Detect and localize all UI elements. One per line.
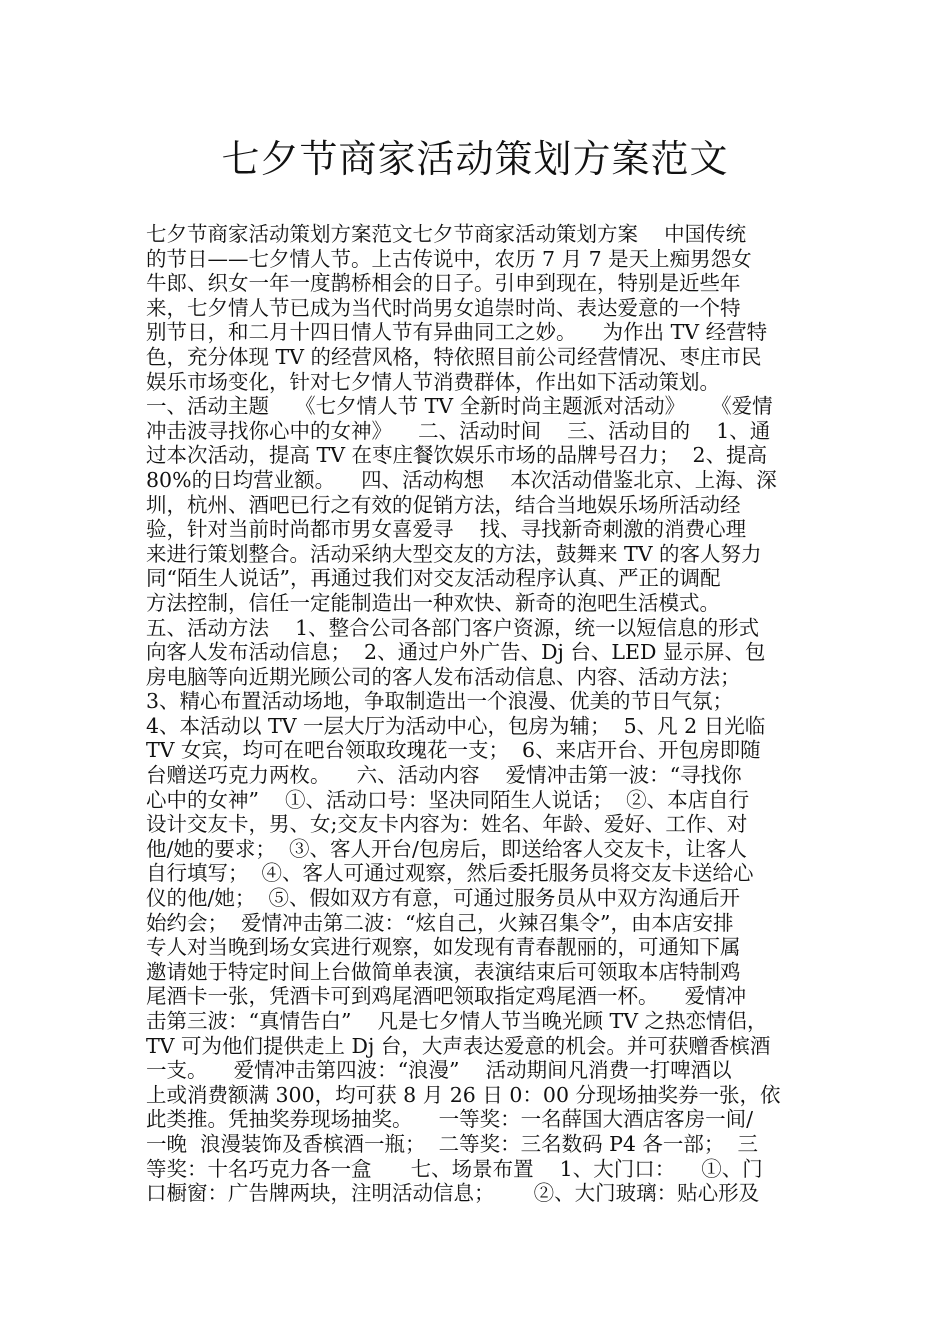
body-line: 牛郎、织女一年一度鹊桥相会的日子。引申到现在，特别是近些年 <box>146 271 741 296</box>
body-line: 过本次活动，提高 TV 在枣庄餐饮娱乐市场的品牌号召力； 2、提高 <box>146 443 768 468</box>
body-line: 自行填写； ④、客人可通过观察，然后委托服务员将交友卡送给心 <box>146 861 754 886</box>
body-line: 他/她的要求； ③、客人开台/包房后，即送给客人交友卡，让客人 <box>146 836 747 861</box>
body-line: 一晚 浪漫装饰及香槟酒一瓶； 二等奖：三名数码 P4 各一部； 三 <box>146 1131 758 1156</box>
body-line: 同“陌生人说话”，再通过我们对交友活动程序认真、严正的调配 <box>146 566 721 591</box>
body-line: 击第三波：“真情告白” 凡是七夕情人节当晚光顾 TV 之热恋情侣， <box>146 1009 768 1033</box>
body-line: 向客人发布活动信息； 2、通过户外广告、Dj 台、LED 显示屏、包 <box>146 640 766 665</box>
body-line: 一支。 爱情冲击第四波：“浪漫” 活动期间凡消费一打啤酒以 <box>146 1058 732 1083</box>
body-line: 房电脑等向近期光顾公司的客人发布活动信息、内容、活动方法； <box>146 664 741 689</box>
document-title: 七夕节商家活动策划方案范文 <box>221 137 729 181</box>
body-line: TV 女宾，均可在吧台领取玫瑰花一支； 6、来店开台、开包房即随 <box>146 738 761 763</box>
body-line: 上或消费额满 300，均可获 8 月 26 日 0：00 分现场抽奖券一张，依 <box>146 1082 781 1107</box>
body-line: 仪的他/她； ⑤、假如双方有意，可通过服务员从中双方沟通后开 <box>146 886 740 911</box>
body-line: 五、活动方法 1、整合公司各部门客户资源，统一以短信息的形式 <box>146 615 760 640</box>
body-line: 此类推。凭抽奖券现场抽奖。 一等奖：一名薛国大酒店客房一间/ <box>146 1107 753 1132</box>
body-line: 4、本活动以 TV 一层大厅为活动中心，包房为辅； 5、凡 2 日光临 <box>146 713 766 738</box>
body-line: 尾酒卡一张，凭酒卡可到鸡尾酒吧领取指定鸡尾酒一杯。 爱情冲 <box>146 984 747 1009</box>
body-line: 色，充分体现 TV 的经营风格，特依照目前公司经营情况、枣庄市民 <box>146 344 762 369</box>
body-line: 80%的日均营业额。 四、活动构想 本次活动借鉴北京、上海、深 <box>146 467 777 492</box>
body-line: 来，七夕情人节已成为当代时尚男女追崇时尚、表达爱意的一个特 <box>146 295 741 320</box>
body-line: 冲击波寻找你心中的女神》 二、活动时间 三、活动目的 1、通 <box>146 418 771 443</box>
body-line: 心中的女神” ①、活动口号：坚决同陌生人说话； ②、本店自行 <box>146 787 750 812</box>
body-line: 七夕节商家活动策划方案范文七夕节商家活动策划方案 中国传统 <box>146 222 747 246</box>
body-line: 始约会； 爱情冲击第二波：“炫自己，火辣召集令”，由本店安排 <box>146 910 734 935</box>
body-line: 方法控制，信任一定能制造出一种欢快、新奇的泡吧生活模式。 <box>146 590 720 615</box>
body-line: 圳，杭州、酒吧已行之有效的促销方法，结合当地娱乐场所活动经 <box>146 492 741 517</box>
body-line: 验，针对当前时尚都市男女喜爱寻 找、寻找新奇刺激的消费心理 <box>146 517 747 542</box>
body-line: 邀请她于特定时间上台做简单表演，表演结束后可领取本店特制鸡 <box>146 959 741 984</box>
body-line: TV 可为他们提供走上 Dj 台，大声表达爱意的机会。并可获赠香槟酒 <box>146 1033 771 1058</box>
body-line: 一、活动主题 《七夕情人节 TV 全新时尚主题派对活动》 《爱情 <box>146 394 773 419</box>
body-line: 娱乐市场变化，针对七夕情人节消费群体，作出如下活动策划。 <box>146 369 720 394</box>
body-line: 专人对当晚到场女宾进行观察，如发现有青春靓丽的，可通知下属 <box>146 935 741 960</box>
body-line: 别节日，和二月十四日情人节有异曲同工之妙。 为作出 TV 经营特 <box>146 320 768 345</box>
body-line: 3、精心布置活动场地，争取制造出一个浪漫、优美的节日气氛； <box>146 689 734 714</box>
body-line: 来进行策划整合。活动采纳大型交友的方法，鼓舞来 TV 的客人努力 <box>146 541 762 566</box>
body-line: 的节日——七夕情人节。上古传说中，农历 7 月 7 是天上痴男怨女 <box>146 246 752 271</box>
body-line: 设计交友卡，男、女;交友卡内容为：姓名、年龄、爱好、工作、对 <box>146 812 748 837</box>
body-line: 等奖：十名巧克力各一盒 七、场景布置 1、大门口： ①、门 <box>146 1156 763 1181</box>
document-body <box>146 222 810 1206</box>
body-line: 口橱窗：广告牌两块，注明活动信息； ②、大门玻璃：贴心形及 <box>146 1181 760 1206</box>
body-line: 台赠送巧克力两枚。 六、活动内容 爱情冲击第一波：“寻找你 <box>146 763 742 788</box>
